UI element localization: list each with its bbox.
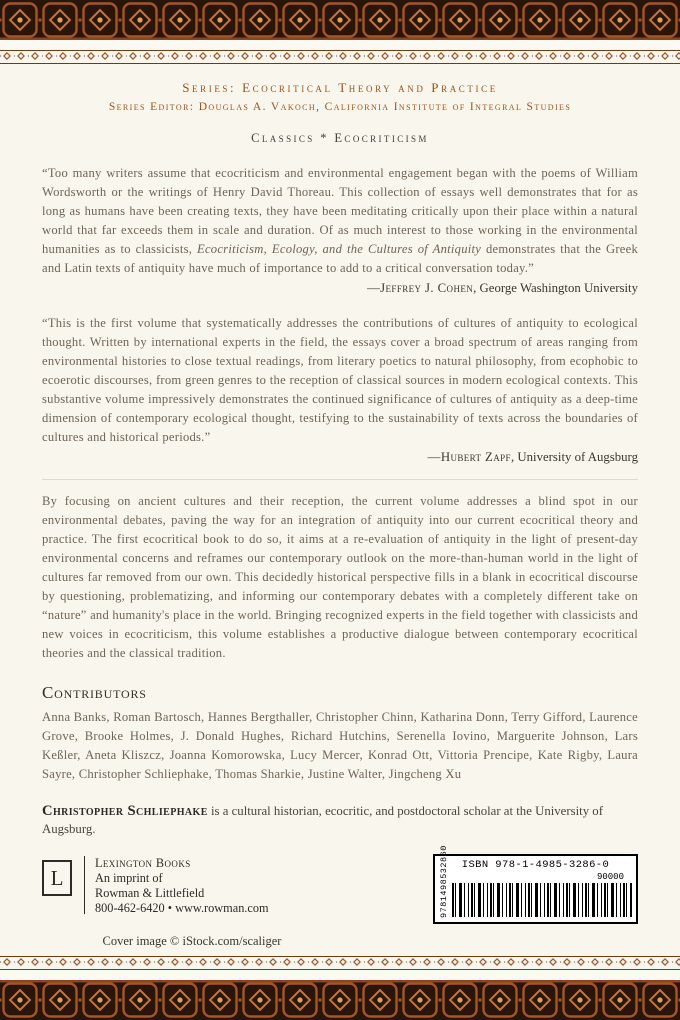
- diamond-pattern-bottom: [0, 956, 680, 970]
- endorsement-quote-1: [42, 164, 638, 278]
- quote-1-text: “Too many writers assume that ecocriticism and environmental engagement began with the poems of William Wordsworth or the writings of Henry David Thoreau. This collection of essays well demonstrates that for as long as humans have been creating texts, they have been meditating critically upon their place within a natural world that far exceeds them in scale and duration. Of as much interest to those working in the environmental humanities as to classicists,: [42, 166, 638, 256]
- publisher-and-barcode-row: [42, 845, 638, 924]
- contributors-heading: Contributors: [42, 683, 147, 702]
- back-cover-content: [0, 64, 680, 956]
- diamond-pattern-top: [0, 50, 680, 64]
- quote-1-book-title: Ecocriticism, Ecology, and the Cultures of Antiquity: [197, 242, 482, 256]
- cover-image-credit: Cover image © iStock.com/scaliger: [102, 934, 282, 948]
- publisher-divider: [84, 856, 85, 914]
- series-editor-line: Series Editor: Douglas A. Vakoch, California Institute of Integral Studies: [108, 101, 572, 113]
- book-description: By focusing on ancient cultures and their reception, the current volume addresses a blind spot in our environmental debates, paving the way for an integration of antiquity into our current ecocritical theory and practice. The first ecocritical book to do so, it aims at a re-evaluation of antiquity in the light of present-day environmental concerns and reframes our contemporary outlook on the more-than-human world in the light of cultures far removed from our own. This decidedly historical perspective fills in a blank in ecocritical discourse by questioning, problematizing, and informing our contemporary debates with a completely different take on “nature” and humanity's place in the world. Bringing recognized experts in the field together with classicists and new voices in ecocriticism, this volume establishes a productive dialogue between contemporary ecocritical theories and the classical tradition.: [42, 494, 638, 660]
- decorative-border-bottom: [0, 980, 680, 1020]
- lexington-logo-icon: L: [42, 860, 72, 896]
- barcode-price-code: 90000: [596, 872, 624, 882]
- diamond-divider-top: [0, 50, 680, 64]
- quote-2-text: “This is the first volume that systematically addresses the contributions of cultures of antiquity to ecological thought. Written by international experts in the field, the essays cover a broad spectrum of areas ranging from environmental histories to close textual readings, from literary poetics to natural philosophy, from ecophobic to ecoerotic discourses, from green genres to the reception of classical sources in modern ecological contexts. This substantive volume impressively demonstrates the continued significance of cultures of antiquity as a deep-time dimension of contemporary ecological thought, testifying to the sustainability of texts across the boundaries of cultures and historical periods.”: [42, 316, 638, 444]
- publisher-block: [42, 854, 269, 916]
- bottom-gap: [0, 970, 680, 980]
- attribution-1-affiliation: , George Washington University: [473, 281, 638, 295]
- attribution-1: [42, 281, 638, 296]
- attribution-2-name: —Hubert Zapf: [427, 450, 511, 464]
- barcode-right: [452, 872, 632, 918]
- barcode: [433, 845, 638, 924]
- publisher-lines: [95, 854, 269, 916]
- attribution-2: [42, 450, 638, 465]
- barcode-isbn-text: ISBN 978-1-4985-3286-0: [461, 859, 610, 871]
- attribution-1-name: —Jeffrey J. Cohen: [366, 281, 474, 295]
- barcode-vertical-number: 9781498532860: [439, 845, 449, 918]
- tile-pattern-top: [0, 0, 680, 40]
- barcode-stripes: [452, 883, 632, 917]
- publisher-imprint-line2: Rowman & Littlefield: [95, 886, 205, 900]
- attribution-2-affiliation: , University of Augsburg: [510, 450, 638, 464]
- quote-1-text-end: demonstrates that the Greek and Latin texts of antiquity have much of importance to add to a critical conversation today.”: [42, 242, 639, 275]
- author-bio-text: is a cultural historian, ecocritic, and postdoctoral scholar at the University of Augsburg.: [42, 804, 603, 836]
- author-bio: [42, 802, 638, 838]
- category-line: Classics * Ecocriticism: [251, 131, 429, 145]
- tile-pattern-bottom: [0, 980, 680, 1020]
- diamond-divider-bottom: [0, 956, 680, 970]
- publisher-name: Lexington Books: [95, 856, 191, 870]
- top-gap: [0, 40, 680, 50]
- contributors-names: Anna Banks, Roman Bartosch, Hannes Bergthaller, Christopher Chinn, Katharina Donn, Terry Gifford, Laurence Grove, Brooke Holmes, J. Donald Hughes, Richard Hutchins, Serenella Iovino, Marguerite Johnson, Lars Keßler, Aneta Kliszcz, Joanna Komorowska, Lucy Mercer, Konrad Ott, Vittoria Prencipe, Kate Rigby, Laura Sayre, Christopher Schliephake, Thomas Sharkie, Justine Walter, Jingcheng Xu: [42, 710, 638, 781]
- section-divider: [42, 479, 638, 480]
- endorsement-quote-2: [42, 314, 638, 447]
- decorative-border-top: [0, 0, 680, 40]
- series-title: Series: Ecocritical Theory and Practice: [182, 80, 498, 95]
- publisher-contact: 800-462-6420 • www.rowman.com: [95, 901, 269, 915]
- author-name: Christopher Schliephake: [42, 803, 208, 819]
- publisher-imprint-line1: An imprint of: [95, 871, 163, 885]
